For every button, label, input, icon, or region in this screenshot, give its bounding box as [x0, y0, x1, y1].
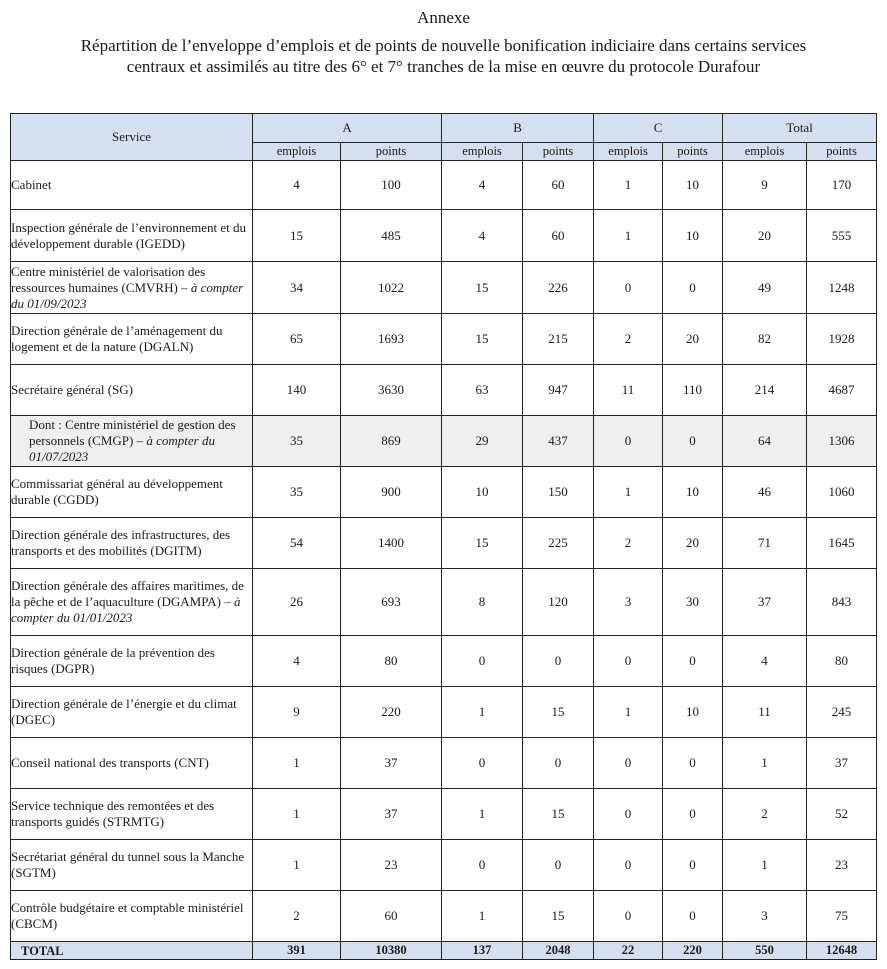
table-row — [11, 840, 877, 891]
service-name: Secrétaire général (SG) — [11, 382, 133, 397]
service-cell — [11, 789, 253, 840]
value-cell: 226 — [523, 262, 594, 314]
value-cell: 1060 — [807, 467, 877, 518]
service-cell — [11, 467, 253, 518]
value-cell: 65 — [253, 314, 341, 365]
value-cell: 2 — [253, 891, 341, 942]
value-cell: 64 — [723, 416, 807, 467]
header-sub: points — [341, 143, 442, 161]
table-row — [11, 569, 877, 636]
value-cell: 80 — [807, 636, 877, 687]
total-cell: 550 — [723, 942, 807, 960]
value-cell: 2 — [594, 314, 663, 365]
value-cell: 947 — [523, 365, 594, 416]
total-cell: 2048 — [523, 942, 594, 960]
table-row — [11, 467, 877, 518]
table-body — [11, 161, 877, 942]
service-date-note: à compter du 01/09/2023 — [11, 279, 244, 311]
table-row — [11, 738, 877, 789]
value-cell: 52 — [807, 789, 877, 840]
total-label: TOTAL — [11, 942, 253, 960]
service-cell — [11, 262, 253, 314]
value-cell: 214 — [723, 365, 807, 416]
value-cell: 140 — [253, 365, 341, 416]
value-cell: 1400 — [341, 518, 442, 569]
service-cell — [11, 210, 253, 262]
value-cell: 4 — [442, 210, 523, 262]
value-cell: 3 — [723, 891, 807, 942]
value-cell: 220 — [341, 687, 442, 738]
value-cell: 0 — [594, 636, 663, 687]
service-name: Contrôle budgétaire et comptable ministériel (CBCM) — [11, 900, 244, 931]
value-cell: 9 — [253, 687, 341, 738]
value-cell: 1248 — [807, 262, 877, 314]
value-cell: 1 — [253, 840, 341, 891]
value-cell: 20 — [663, 518, 723, 569]
value-cell: 555 — [807, 210, 877, 262]
value-cell: 20 — [663, 314, 723, 365]
value-cell: 693 — [341, 569, 442, 636]
value-cell: 1 — [723, 840, 807, 891]
value-cell: 1 — [442, 789, 523, 840]
value-cell: 80 — [341, 636, 442, 687]
table-row — [11, 210, 877, 262]
table-row — [11, 314, 877, 365]
value-cell: 0 — [663, 840, 723, 891]
header-sub: points — [807, 143, 877, 161]
service-name: Dont : Centre ministériel de gestion des personnels (CMGP) – — [29, 417, 236, 448]
value-cell: 0 — [523, 738, 594, 789]
value-cell: 1 — [594, 210, 663, 262]
value-cell: 23 — [341, 840, 442, 891]
service-date-note: à compter du 01/07/2023 — [29, 433, 215, 464]
value-cell: 1 — [594, 467, 663, 518]
service-name: Service technique des remontées et des transports guidés (STRMTG) — [11, 798, 215, 829]
value-cell: 0 — [594, 891, 663, 942]
annexe-label: Annexe — [417, 8, 470, 27]
value-cell: 120 — [523, 569, 594, 636]
value-cell: 60 — [523, 161, 594, 210]
value-cell: 215 — [523, 314, 594, 365]
value-cell: 15 — [253, 210, 341, 262]
total-row — [11, 942, 877, 960]
value-cell: 485 — [341, 210, 442, 262]
value-cell: 10 — [442, 467, 523, 518]
document-title: Répartition de l’enveloppe d’emplois et de points de nouvelle bonification indiciaire dans certains services centraux et assimilés au titre des 6° et 7° tranches de la mise en œuvre du protocole Durafour — [80, 36, 807, 76]
total-cell: 137 — [442, 942, 523, 960]
value-cell: 54 — [253, 518, 341, 569]
value-cell: 37 — [341, 789, 442, 840]
service-cell — [11, 518, 253, 569]
total-cell: 220 — [663, 942, 723, 960]
header-group-c: C — [594, 114, 723, 143]
value-cell: 3 — [594, 569, 663, 636]
value-cell: 1022 — [341, 262, 442, 314]
value-cell: 26 — [253, 569, 341, 636]
service-name: Centre ministériel de valorisation des ressources humaines (CMVRH) – — [11, 263, 206, 295]
value-cell: 23 — [807, 840, 877, 891]
header-sub: emplois — [442, 143, 523, 161]
value-cell: 46 — [723, 467, 807, 518]
service-name: Secrétariat général du tunnel sous la Manche (SGTM) — [11, 849, 245, 880]
value-cell: 15 — [442, 262, 523, 314]
value-cell: 34 — [253, 262, 341, 314]
value-cell: 0 — [594, 840, 663, 891]
value-cell: 37 — [341, 738, 442, 789]
header-sub: points — [663, 143, 723, 161]
value-cell: 0 — [594, 416, 663, 467]
value-cell: 35 — [253, 416, 341, 467]
header-group-b: B — [442, 114, 594, 143]
table-row — [11, 161, 877, 210]
value-cell: 35 — [253, 467, 341, 518]
service-date-note: à compter du 01/01/2023 — [11, 594, 241, 625]
value-cell: 1 — [723, 738, 807, 789]
service-cell — [11, 891, 253, 942]
service-cell — [11, 416, 253, 467]
value-cell: 110 — [663, 365, 723, 416]
table-row — [11, 365, 877, 416]
table-row — [11, 636, 877, 687]
value-cell: 15 — [523, 687, 594, 738]
value-cell: 4687 — [807, 365, 877, 416]
value-cell: 3630 — [341, 365, 442, 416]
value-cell: 0 — [663, 262, 723, 314]
value-cell: 170 — [807, 161, 877, 210]
value-cell: 82 — [723, 314, 807, 365]
table-row — [11, 416, 877, 467]
header-sub: emplois — [594, 143, 663, 161]
value-cell: 0 — [663, 891, 723, 942]
service-cell — [11, 636, 253, 687]
value-cell: 0 — [663, 738, 723, 789]
header-service: Service — [11, 114, 253, 161]
service-name: Direction générale des affaires maritimes, de la pêche et de l’aquaculture (DGAMPA) – — [11, 578, 244, 609]
value-cell: 11 — [594, 365, 663, 416]
value-cell: 0 — [442, 738, 523, 789]
value-cell: 4 — [442, 161, 523, 210]
value-cell: 1 — [442, 891, 523, 942]
value-cell: 2 — [723, 789, 807, 840]
value-cell: 1645 — [807, 518, 877, 569]
service-name: Cabinet — [11, 177, 52, 192]
value-cell: 100 — [341, 161, 442, 210]
table-row — [11, 891, 877, 942]
service-cell — [11, 161, 253, 210]
value-cell: 1 — [253, 738, 341, 789]
value-cell: 10 — [663, 210, 723, 262]
value-cell: 1693 — [341, 314, 442, 365]
header-group-total: Total — [723, 114, 877, 143]
table-row — [11, 789, 877, 840]
value-cell: 0 — [594, 262, 663, 314]
value-cell: 10 — [663, 161, 723, 210]
value-cell: 0 — [663, 416, 723, 467]
allocation-table — [10, 113, 877, 960]
value-cell: 150 — [523, 467, 594, 518]
value-cell: 15 — [442, 314, 523, 365]
service-name: Inspection générale de l’environnement et du développement durable (IGEDD) — [11, 219, 246, 251]
service-cell — [11, 365, 253, 416]
header-sub: points — [523, 143, 594, 161]
service-name: Conseil national des transports (CNT) — [11, 755, 209, 770]
value-cell: 245 — [807, 687, 877, 738]
header-sub: emplois — [723, 143, 807, 161]
service-cell — [11, 687, 253, 738]
header-sub: emplois — [253, 143, 341, 161]
value-cell: 2 — [594, 518, 663, 569]
total-cell: 10380 — [341, 942, 442, 960]
value-cell: 0 — [442, 636, 523, 687]
value-cell: 4 — [723, 636, 807, 687]
service-name: Commissariat général au développement durable (CGDD) — [11, 476, 223, 507]
value-cell: 8 — [442, 569, 523, 636]
total-cell: 12648 — [807, 942, 877, 960]
service-cell — [11, 314, 253, 365]
value-cell: 29 — [442, 416, 523, 467]
value-cell: 15 — [523, 789, 594, 840]
value-cell: 1 — [594, 161, 663, 210]
service-name: Direction générale de l’énergie et du climat (DGEC) — [11, 696, 237, 727]
header-row-groups — [11, 114, 877, 143]
value-cell: 869 — [341, 416, 442, 467]
value-cell: 63 — [442, 365, 523, 416]
value-cell: 37 — [723, 569, 807, 636]
value-cell: 900 — [341, 467, 442, 518]
value-cell: 1 — [594, 687, 663, 738]
value-cell: 9 — [723, 161, 807, 210]
value-cell: 4 — [253, 161, 341, 210]
value-cell: 1928 — [807, 314, 877, 365]
value-cell: 49 — [723, 262, 807, 314]
value-cell: 843 — [807, 569, 877, 636]
value-cell: 0 — [663, 636, 723, 687]
value-cell: 71 — [723, 518, 807, 569]
value-cell: 0 — [594, 789, 663, 840]
value-cell: 4 — [253, 636, 341, 687]
value-cell: 60 — [341, 891, 442, 942]
value-cell: 37 — [807, 738, 877, 789]
value-cell: 10 — [663, 467, 723, 518]
service-name: Direction générale de la prévention des risques (DGPR) — [11, 645, 215, 676]
service-name: Direction générale des infrastructures, des transports et des mobilités (DGITM) — [11, 527, 231, 558]
table-row — [11, 518, 877, 569]
value-cell: 60 — [523, 210, 594, 262]
table-row — [11, 687, 877, 738]
service-cell — [11, 569, 253, 636]
header-group-a: A — [253, 114, 442, 143]
value-cell: 1 — [442, 687, 523, 738]
value-cell: 10 — [663, 687, 723, 738]
value-cell: 30 — [663, 569, 723, 636]
service-name: Direction générale de l’aménagement du logement et de la nature (DGALN) — [11, 323, 223, 354]
value-cell: 437 — [523, 416, 594, 467]
value-cell: 1 — [253, 789, 341, 840]
value-cell: 11 — [723, 687, 807, 738]
total-cell: 391 — [253, 942, 341, 960]
value-cell: 0 — [663, 789, 723, 840]
total-cell: 22 — [594, 942, 663, 960]
value-cell: 75 — [807, 891, 877, 942]
service-cell — [11, 738, 253, 789]
value-cell: 0 — [442, 840, 523, 891]
value-cell: 0 — [594, 738, 663, 789]
value-cell: 0 — [523, 840, 594, 891]
value-cell: 15 — [523, 891, 594, 942]
value-cell: 20 — [723, 210, 807, 262]
service-cell — [11, 840, 253, 891]
value-cell: 0 — [523, 636, 594, 687]
value-cell: 225 — [523, 518, 594, 569]
value-cell: 15 — [442, 518, 523, 569]
value-cell: 1306 — [807, 416, 877, 467]
table-row — [11, 262, 877, 314]
